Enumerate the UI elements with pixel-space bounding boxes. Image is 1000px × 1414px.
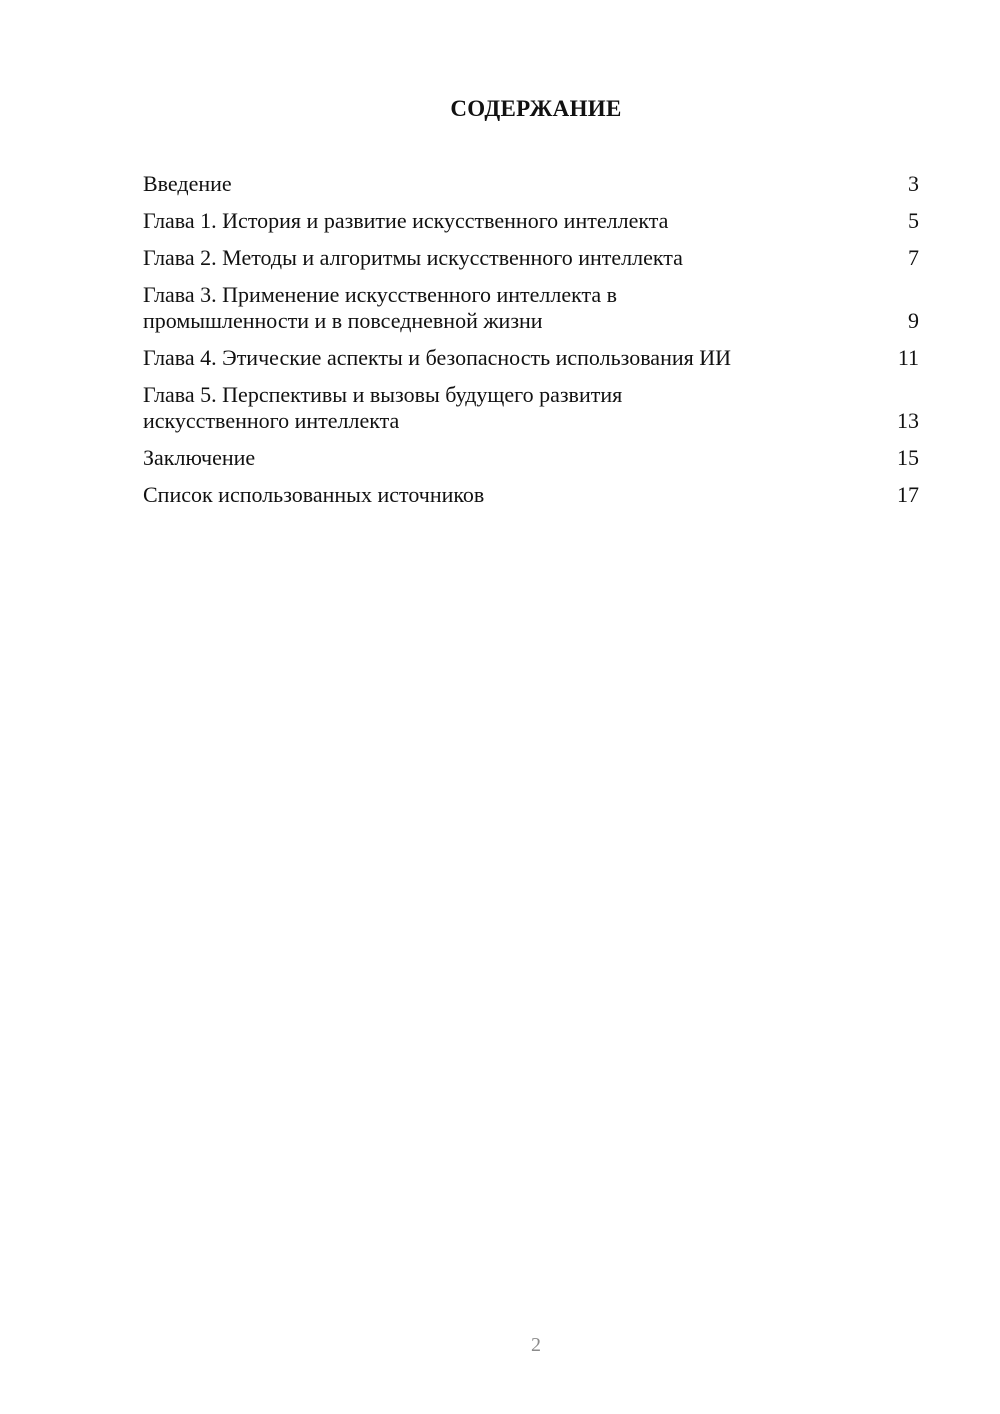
toc-entry-page: 17 <box>897 482 919 507</box>
toc-entry-title: Список использованных источников <box>143 482 485 507</box>
toc-entry-title: Глава 3. Применение искусственного интеллекта в промышленности и в повседневной жизни <box>143 282 618 333</box>
toc-entry <box>143 482 919 508</box>
toc-entry-page: 13 <box>897 408 919 433</box>
toc-entry-page: 7 <box>908 245 919 270</box>
toc-entry-title: Заключение <box>143 445 256 470</box>
toc-entry <box>143 208 919 234</box>
page-number: 2 <box>531 1334 541 1356</box>
toc-entry <box>143 171 919 197</box>
toc-entry-title: Глава 5. Перспективы и вызовы будущего развития искусственного интеллекта <box>143 382 623 433</box>
toc-entry-page: 15 <box>897 445 919 470</box>
toc-entry <box>143 282 919 334</box>
toc-entry-title: Глава 2. Методы и алгоритмы искусственного интеллекта <box>143 245 683 270</box>
page-title: СОДЕРЖАНИЕ <box>450 96 622 121</box>
toc-entry-title: Глава 1. История и развитие искусственного интеллекта <box>143 208 669 233</box>
toc-entry-title: Введение <box>143 171 232 196</box>
toc-entry <box>143 345 919 371</box>
toc-entry-page: 9 <box>908 308 919 333</box>
toc-entry-title: Глава 4. Этические аспекты и безопасность использования ИИ <box>143 345 732 370</box>
toc-entry-page: 5 <box>908 208 919 233</box>
toc-entry-page: 3 <box>908 171 919 196</box>
table-of-contents <box>143 171 919 519</box>
toc-entry <box>143 245 919 271</box>
toc-entry <box>143 382 919 434</box>
toc-entry <box>143 445 919 471</box>
toc-entry-page: 11 <box>897 345 919 370</box>
